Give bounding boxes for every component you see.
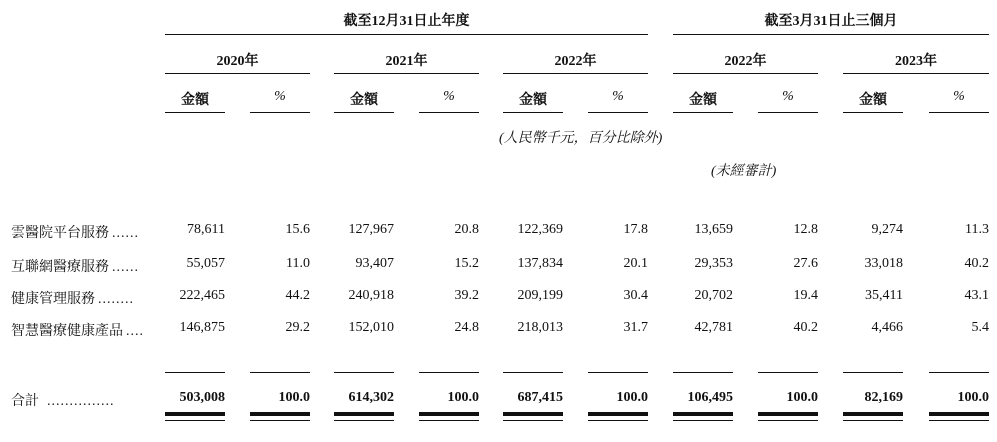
amount-cell: 42,781 [694,320,733,335]
amount-cell: 222,465 [179,288,225,303]
total-percent-cell: 100.0 [278,390,310,405]
percent-cell: 43.1 [964,288,989,303]
amount-cell: 152,010 [348,320,394,335]
subtotal-rule [929,372,989,373]
total-amount-cell: 106,495 [687,390,733,405]
total-percent-cell: 100.0 [616,390,648,405]
total-double-rule [843,412,903,416]
year-header-q2023: 2023年 [895,54,937,69]
total-percent-cell: 100.0 [447,390,479,405]
year-rule-q2022 [673,73,818,74]
subtotal-rule [503,372,563,373]
percent-cell: 20.8 [454,222,479,237]
pct-header: % [274,89,286,104]
subtotal-rule [165,372,225,373]
amount-rule [673,112,733,113]
amount-rule [165,112,225,113]
amount-cell: 146,875 [179,320,225,335]
amount-header: 金額 [689,93,717,108]
total-amount-cell: 687,415 [517,390,563,405]
pct-header: % [782,89,794,104]
row-label: 雲醫院平台服務 ...... [11,226,139,241]
unaudited-note: (未經審計) [711,164,777,179]
group-header-year: 截至12月31日止年度 [343,14,470,29]
unit-note: (人民幣千元，百分比除外) [499,131,663,146]
pct-rule [250,112,310,113]
percent-cell: 29.2 [285,320,310,335]
amount-cell: 33,018 [864,256,903,271]
total-double-rule-bottom [929,420,989,421]
total-amount-cell: 614,302 [348,390,394,405]
group-header-year-rule [165,34,648,35]
percent-cell: 40.2 [793,320,818,335]
year-header-q2022: 2022年 [724,54,767,69]
pct-rule [758,112,818,113]
group-header-quarter-rule [673,34,989,35]
row-label: 智慧醫療健康產品 .... [11,324,144,339]
subtotal-rule [419,372,479,373]
total-double-rule-bottom [588,420,648,421]
total-double-rule [758,412,818,416]
amount-cell: 78,611 [187,222,225,237]
year-header-2020: 2020年 [216,54,259,69]
amount-cell: 218,013 [517,320,563,335]
percent-cell: 30.4 [623,288,648,303]
amount-cell: 20,702 [694,288,733,303]
amount-cell: 9,274 [871,222,903,237]
row-label: 互聯網醫療服務 ...... [11,260,139,275]
total-label: 合計 ............... [11,394,115,409]
total-double-rule-bottom [419,420,479,421]
percent-cell: 44.2 [285,288,310,303]
total-amount-cell: 82,169 [864,390,903,405]
amount-header: 金額 [181,93,209,108]
amount-cell: 127,967 [348,222,394,237]
group-header-quarter: 截至3月31日止三個月 [764,14,898,29]
subtotal-rule [673,372,733,373]
percent-cell: 20.1 [623,256,648,271]
percent-cell: 11.3 [965,222,989,237]
percent-cell: 12.8 [793,222,818,237]
amount-cell: 137,834 [517,256,563,271]
amount-rule [503,112,563,113]
percent-cell: 19.4 [793,288,818,303]
total-double-rule-bottom [503,420,563,421]
total-double-rule-bottom [250,420,310,421]
amount-cell: 13,659 [694,222,733,237]
pct-rule [588,112,648,113]
subtotal-rule [588,372,648,373]
pct-header: % [443,89,455,104]
year-header-2022: 2022年 [554,54,597,69]
percent-cell: 39.2 [454,288,479,303]
pct-header: % [953,89,965,104]
total-double-rule [250,412,310,416]
subtotal-rule [758,372,818,373]
total-double-rule [165,412,225,416]
amount-header: 金額 [519,93,547,108]
percent-cell: 40.2 [964,256,989,271]
total-double-rule [588,412,648,416]
amount-cell: 29,353 [694,256,733,271]
subtotal-rule [334,372,394,373]
pct-header: % [612,89,624,104]
amount-cell: 55,057 [186,256,225,271]
total-double-rule-bottom [334,420,394,421]
row-label: 健康管理服務 ........ [11,292,134,307]
percent-cell: 17.8 [623,222,648,237]
amount-header: 金額 [859,93,887,108]
percent-cell: 5.4 [971,320,989,335]
total-amount-cell: 503,008 [179,390,225,405]
total-double-rule-bottom [758,420,818,421]
amount-cell: 93,407 [355,256,394,271]
amount-rule [334,112,394,113]
total-percent-cell: 100.0 [786,390,818,405]
total-double-rule-bottom [673,420,733,421]
pct-rule [419,112,479,113]
pct-rule [929,112,989,113]
year-rule-2021 [334,73,479,74]
total-double-rule [929,412,989,416]
percent-cell: 15.6 [285,222,310,237]
total-double-rule-bottom [165,420,225,421]
percent-cell: 15.2 [454,256,479,271]
amount-cell: 209,199 [517,288,563,303]
year-header-2021: 2021年 [385,54,428,69]
amount-cell: 35,411 [865,288,903,303]
amount-rule [843,112,903,113]
total-double-rule [419,412,479,416]
amount-header: 金額 [350,93,378,108]
total-percent-cell: 100.0 [957,390,989,405]
percent-cell: 11.0 [286,256,310,271]
year-rule-2022 [503,73,648,74]
amount-cell: 4,466 [871,320,903,335]
subtotal-rule [843,372,903,373]
total-double-rule [503,412,563,416]
total-double-rule-bottom [843,420,903,421]
total-double-rule [334,412,394,416]
percent-cell: 27.6 [793,256,818,271]
year-rule-q2023 [843,73,989,74]
subtotal-rule [250,372,310,373]
year-rule-2020 [165,73,310,74]
total-double-rule [673,412,733,416]
amount-cell: 240,918 [348,288,394,303]
amount-cell: 122,369 [517,222,563,237]
percent-cell: 24.8 [454,320,479,335]
percent-cell: 31.7 [623,320,648,335]
